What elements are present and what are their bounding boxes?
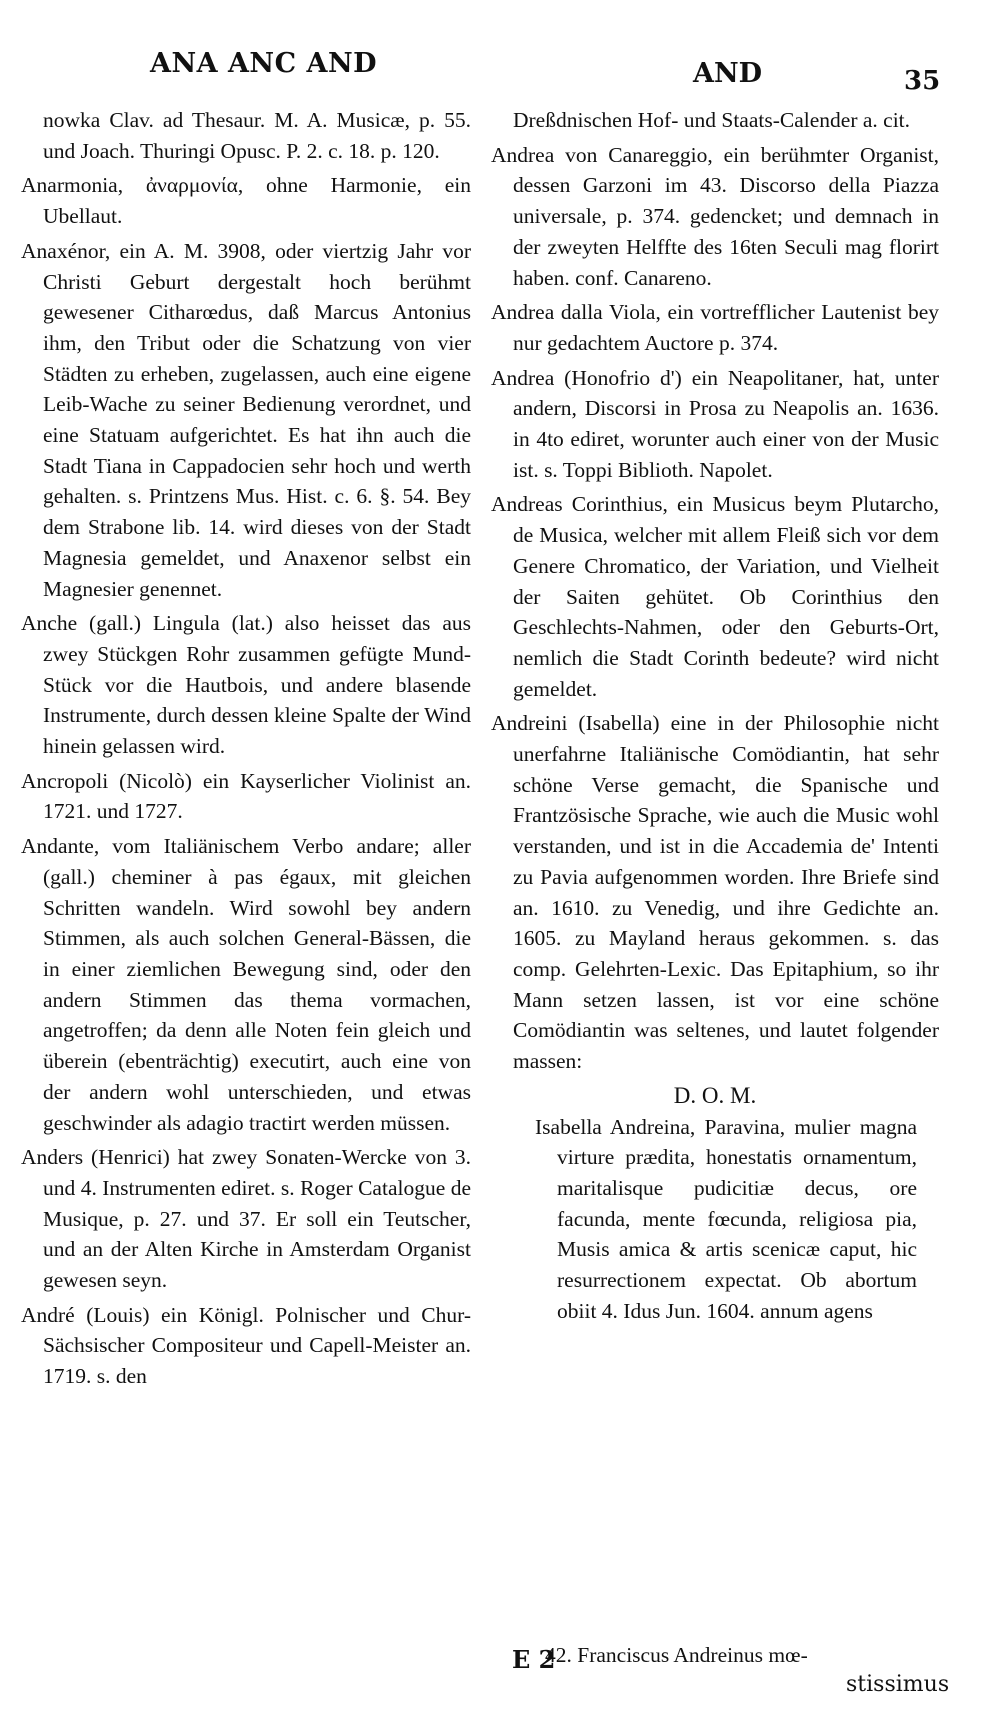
- entry-anaxenor: [21, 236, 471, 604]
- entry-continuation: [491, 105, 939, 136]
- entry-head: Anche: [21, 611, 78, 636]
- entry-text: , ein vortrefflicher Lautenist bey nur gedachtem Auctore p. 374.: [513, 300, 940, 355]
- entry-text: , ein berühmter Organist, dessen Garzoni im 43. Discorso della Piazza universale, p. 374. gedencket; und demnach in der zweyten Helffte des 16ten Seculi mag florirt haben. conf. Canareno.: [513, 142, 940, 290]
- entry-text: , ein A. M. 3908, oder viertzig Jahr vor Christi Geburt dergestalt hoch berühmt gewesener Citharœdus, daß Marcus Antonius ihm, den Tribut oder die Schatzung von vier Städten zu erheben, zugelassen, auch eine eigene Leib-Wache zu seiner Bedienung verordnet, und eine Statuam aufgerichtet. Es hat ihn auch die Stadt Tiana in Cappadocien sehr hoch und werth gehalten. s. Printzens Mus. Hist. c. 6. §. 54. Bey dem Strabone lib. 14. wird dieses von der Stadt Magnesia gemeldet, und Anaxenor selbst ein Magnesier genennet.: [43, 238, 471, 601]
- entry-head: Anders: [21, 1145, 84, 1170]
- signature-mark: E 2: [512, 1645, 556, 1674]
- entry-continuation: [21, 105, 471, 166]
- entry-head: Andrea dalla Viola: [491, 300, 656, 325]
- entry-text: Dreßdnischen Hof- und Staats-Calender a. cit.: [513, 108, 911, 132]
- entry-andrea-canareggio: [491, 140, 939, 294]
- catchword: stissimus: [846, 1672, 950, 1697]
- entry-andrea-viola: [491, 297, 939, 358]
- entry-head: Andante: [21, 834, 94, 859]
- entry-text: (Isabella) eine in der Philosophie nicht unerfahrne Italiänische Comödiantin, hat sehr schöne Verse gemacht, die Spanische und Frantzösische Sprache, wie auch die Music wohl verstanden, und ist in die Accademia de' Intenti zu Pavia aufgenommen worden. Ihre Briefe sind an. 1610. zu Venedig, und ihre Gedichte an. 1605. zu Mayland heraus gekommen. s. das comp. Gelehrten-Lexic. Das Epitaphium, so ihr Mann setzen lassen, ist vor eine schöne Comödiantin was seltenes, und lautet folgender massen:: [513, 711, 939, 1074]
- epitaph-last-line: 42. Franciscus Andreinus mœ-: [545, 1643, 808, 1667]
- entry-andre: [21, 1300, 471, 1392]
- page-number: 35: [904, 66, 941, 96]
- entry-text: (Louis) ein Königl. Polnischer und Chur-Sächsischer Compositeur und Capell-Meister an. 1719. s. den: [43, 1302, 471, 1389]
- entry-andante: [21, 831, 471, 1138]
- right-column: [491, 105, 939, 1326]
- entry-text: (Henrici) hat zwey Sonaten-Wercke von 3. und 4. Instrumenten ediret. s. Roger Catalogue de Musique, p. 27. und 37. Er soll ein Teutscher, und an der Alten Kirche in Amsterdam Organist gewesen seyn.: [43, 1145, 471, 1293]
- entry-anarmonia: [21, 170, 471, 231]
- entry-andrea-honofrio: [491, 363, 939, 486]
- entry-text: , ein Musicus beym Plutarcho, de Musica, welcher mit allem Fleiß sich vor dem Genere Chromatico, der Variation, und Vielheit der Saiten gehütet. Ob Corinthius den Geschlechts-Nahmen, oder den Geburts-Ort, nemlich die Stadt Corinth bedeute? wird nicht gemeldet.: [513, 492, 939, 701]
- entry-head: Ancropoli: [21, 768, 109, 793]
- entry-text: (gall.) Lingula (lat.) also heisset das aus zwey Stückgen Rohr zusammen gefügte Mund-Stück vor die Hautbois, und andere blasende Instrumente, durch dessen kleine Spalte der Wind hinein gelassen wird.: [43, 611, 471, 759]
- running-head-left: ANA ANC AND: [150, 48, 378, 79]
- entry-head: Andreas Corinthius: [491, 492, 663, 517]
- entry-anche: [21, 608, 471, 762]
- epitaph-text: Isabella Andreina, Paravina, mulier magna virture prædita, honestatis ornamentum, maritalisque pudicitiæ decus, ore facunda, mente fœcunda, religiosa pia, Musis amica & artis scenicæ caput, hic resurrectionem expectat. Ob abortum obiit 4. Idus Jun. 1604. annum agens: [535, 1114, 917, 1323]
- entry-text: nowka Clav. ad Thesaur. M. A. Musicæ, p. 55. und Joach. Thuringi Opusc. P. 2. c. 18. p. 120.: [43, 108, 471, 163]
- entry-head: Andreini: [491, 711, 568, 736]
- epitaph-heading: D. O. M.: [673, 1082, 757, 1108]
- entry-ancropoli: [21, 766, 471, 827]
- entry-anders: [21, 1142, 471, 1296]
- entry-andreas-corinthius: [491, 489, 939, 704]
- entry-text: , ἀναρμονία, ohne Harmonie, ein Ubellaut.: [43, 173, 471, 229]
- entry-text: (Honofrio d') ein Neapolitaner, hat, unter andern, Discorsi in Prosa zu Neapolis an. 1636. in 4to ediret, worunter auch einer von der Music ist. s. Toppi Biblioth. Napolet.: [513, 365, 939, 482]
- entry-andreini: [491, 708, 939, 1076]
- entry-head: Anarmonia: [21, 173, 118, 198]
- entry-head: Andrea von Canareggio: [491, 142, 708, 167]
- entry-text: , vom Italiänischem Verbo andare; aller (gall.) cheminer à pas égaux, mit gleichen Schritten wandeln. Wird sowohl bey andern Stimmen, als auch solchen General-Bässen, die in einer ziemlichen Bewegung sind, oder den andern Stimmen das thema vormachen, angetroffen; da denn alle Noten fein gleich und überein (ebenträchtig) executirt, auch eine von der andern wohl unterschieden, und etwas geschwinder als adagio tractirt werden müssen.: [43, 834, 471, 1135]
- running-head-right: AND: [693, 58, 763, 89]
- entry-head: Andrea: [491, 365, 555, 390]
- entry-text: (Nicolò) ein Kayserlicher Violinist an. 1721. und 1727.: [43, 768, 471, 824]
- left-column: [21, 105, 471, 1396]
- entry-head: André: [21, 1302, 75, 1327]
- entry-head: Anaxénor: [21, 238, 105, 263]
